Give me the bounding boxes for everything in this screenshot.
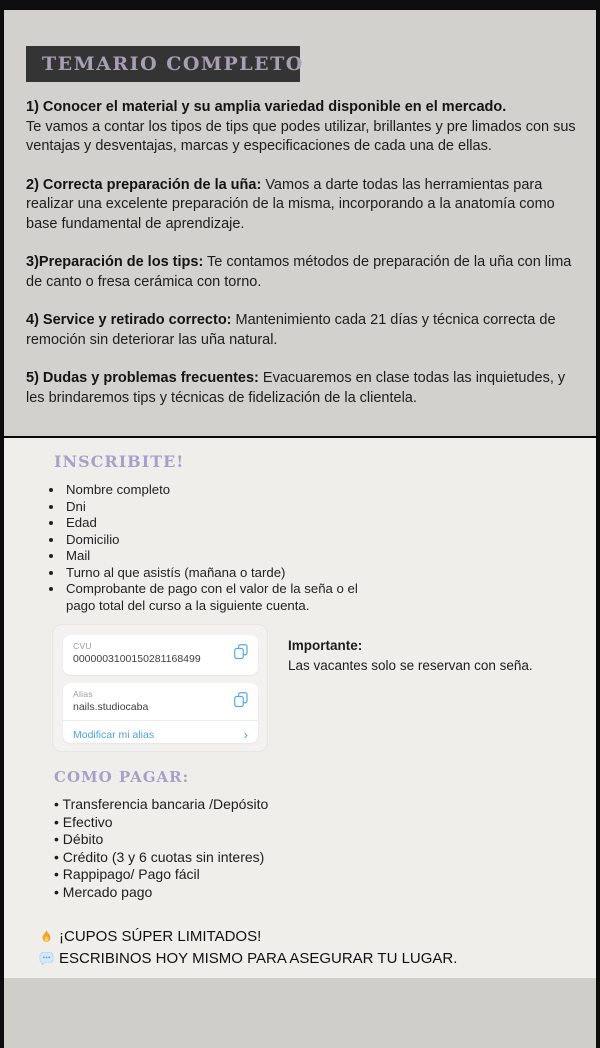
copy-icon: [234, 648, 248, 663]
important-note: [288, 636, 578, 676]
fire-icon: [38, 929, 54, 945]
temario-item: 3)Preparación de los tips: Te contamos métodos de preparación de la uña con lima de canto o fresa cerámica con torno.: [26, 254, 572, 290]
alias-label: Alias: [73, 689, 93, 699]
inscribite-list: [44, 482, 366, 614]
temario-item: 2) Correcta preparación de la uña: Vamos a darte todas las herramientas para realizar una excelente preparación de la misma, incorporando a la anatomía como base fundamental de aprendizaje.: [26, 176, 555, 232]
temario-item: 1) Conocer el material y su amplia variedad disponible en el mercado. Te vamos a contar los tipos de tips que podes utilizar, brillantes y pre limados con sus ventajas y desventajas, marcas y especificaciones de cada una de ellas.: [26, 99, 576, 154]
footer-note-cta: [38, 948, 457, 970]
inscribite-item: • Turno al que asistís (mañana o tarde): [64, 565, 366, 582]
footer-text: ESCRIBINOS HOY MISMO PARA ASEGURAR TU LUGAR.: [59, 950, 458, 967]
inscribite-heading: INSCRIBITE!: [54, 452, 185, 471]
temario-header: [26, 46, 304, 82]
alias-value: nails.studiocaba: [73, 701, 149, 713]
payment-method-item: • Transferencia bancaria /Depósito: [54, 796, 404, 814]
payment-method-item: • Crédito (3 y 6 cuotas sin interes): [54, 849, 404, 867]
chevron-right-icon: ›: [243, 727, 248, 742]
temario-item: 4) Service y retirado correcto: Mantenimiento cada 21 días y técnica correcta de remoción sin deteriorar las uña natural.: [26, 312, 556, 348]
cvu-label: CVU: [73, 641, 92, 651]
payment-card: [52, 624, 268, 752]
temario-item: 5) Dudas y problemas frecuentes: Evacuaremos en clase todas las inquietudes, y les brindaremos tips y técnicas de fidelización de la clientela.: [26, 370, 566, 406]
speech-bubble-icon: [38, 952, 54, 966]
inscribite-item: • Dni: [64, 499, 366, 516]
inscribite-item: • Comprobante de pago con el valor de la seña o el pago total del curso a la siguiente cuenta.: [64, 581, 366, 614]
alias-field: [63, 683, 258, 743]
footer-notes: [38, 926, 457, 970]
copy-icon: [234, 696, 248, 711]
footer-text: ¡CUPOS SÚPER LIMITADOS!: [59, 928, 262, 945]
inscribite-item: • Edad: [64, 515, 366, 532]
temario-list: [26, 98, 584, 427]
inscribite-item: • Nombre completo: [64, 482, 366, 499]
payment-method-item: • Mercado pago: [54, 884, 404, 902]
payment-method-item: • Débito: [54, 831, 404, 849]
inscribite-item: • Mail: [64, 548, 366, 565]
inscripcion-page: [4, 438, 596, 978]
copy-alias-button[interactable]: [233, 692, 249, 710]
payment-method-item: • Rappipago/ Pago fácil: [54, 866, 404, 884]
copy-cvu-button[interactable]: [233, 644, 249, 662]
modify-alias-row[interactable]: [63, 721, 258, 745]
temario-page: [4, 10, 596, 436]
temario-header-title: TEMARIO COMPLETO: [42, 53, 304, 75]
cvu-value: 0000003100150281168499: [73, 653, 201, 665]
payment-method-item: • Efectivo: [54, 814, 404, 832]
inscribite-item: • Domicilio: [64, 532, 366, 549]
important-text: Las vacantes solo se reservan con seña.: [288, 658, 533, 673]
important-title: Importante:: [288, 638, 363, 653]
como-pagar-heading: COMO PAGAR:: [54, 768, 190, 786]
modify-alias-label: Modificar mi alias: [73, 729, 155, 741]
bottom-strip: [4, 978, 596, 1048]
cvu-field: [63, 635, 258, 675]
payment-methods-list: [54, 796, 404, 901]
footer-note-urgency: [38, 926, 457, 948]
